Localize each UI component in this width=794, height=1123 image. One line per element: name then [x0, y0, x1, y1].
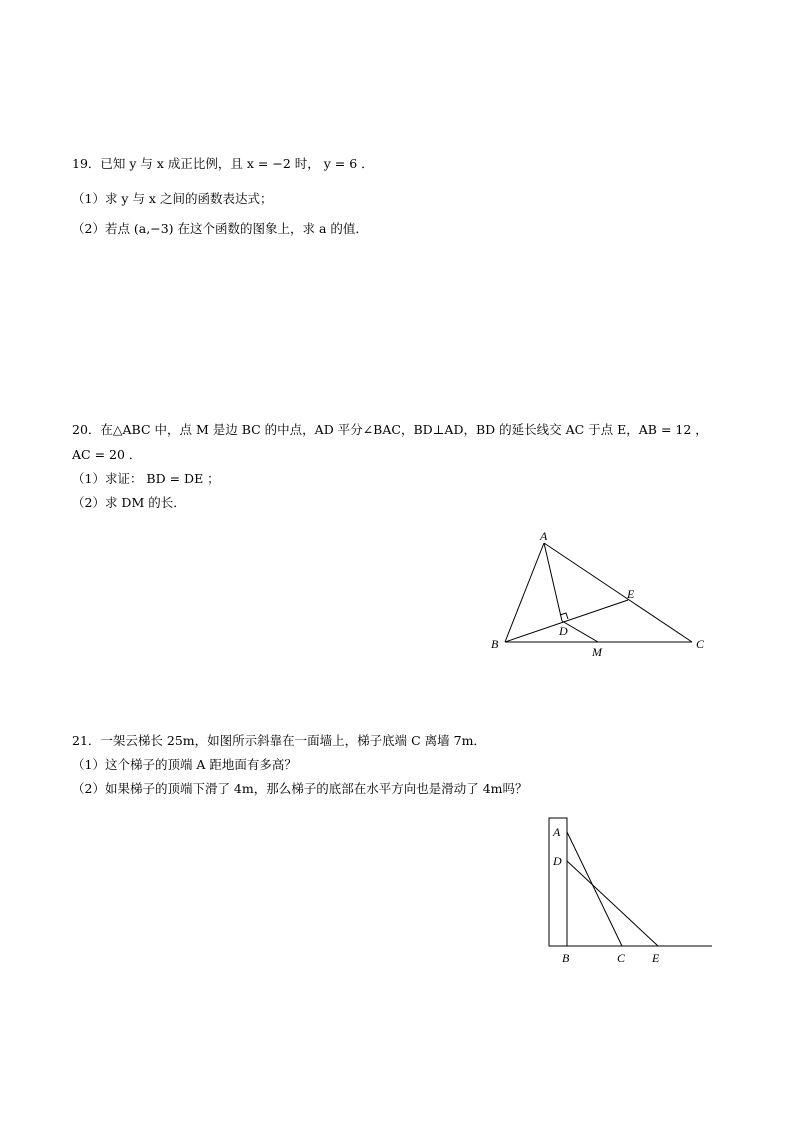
label-d: D [559, 624, 568, 638]
q21-stem: 21．一架云梯长 25m，如图所示斜靠在一面墙上，梯子底端 C 离墙 7m． [72, 733, 486, 748]
ladder-de [567, 861, 658, 946]
label-e: E [627, 587, 635, 601]
q20-stem-line2: AC = 20 ． [72, 447, 142, 462]
q21-part1: （1）这个梯子的顶端 A 距地面有多高？ [72, 757, 297, 772]
q20-stem-line1: 20．在△ABC 中，点 M 是边 BC 的中点，AD 平分∠BAC，BD⊥AD，BD 的延长线交 AC 于点 E，AB = 12 ， [72, 422, 708, 437]
label-c: C [617, 951, 626, 965]
segment-ab [505, 543, 544, 642]
q19-stem: 19．已知 y 与 x 成正比例，且 x = −2 时， y = 6 ． [72, 156, 374, 171]
q20-part2: （2）求 DM 的长． [72, 495, 186, 510]
q19-part1: （1）求 y 与 x 之间的函数表达式； [72, 191, 273, 206]
label-a: A [553, 825, 561, 839]
label-e: E [652, 951, 660, 965]
label-m: M [592, 645, 602, 659]
q21-part2: （2）如果梯子的顶端下滑了 4m，那么梯子的底部在水平方向也是滑动了 4m吗？ [72, 781, 528, 796]
q19-part2: （2）若点 (a,−3) 在这个函数的图象上，求 a 的值． [72, 221, 368, 236]
ladder-ac [567, 832, 622, 946]
label-b: B [491, 637, 499, 651]
segment-ad [544, 543, 562, 621]
q20-triangle-figure [480, 530, 720, 665]
label-d: D [553, 854, 562, 868]
q20-part1: （1）求证： BD = DE ； [72, 471, 220, 486]
label-a: A [540, 529, 548, 543]
q21-ladder-figure [540, 810, 720, 970]
label-b: B [562, 951, 570, 965]
label-c: C [696, 637, 705, 651]
